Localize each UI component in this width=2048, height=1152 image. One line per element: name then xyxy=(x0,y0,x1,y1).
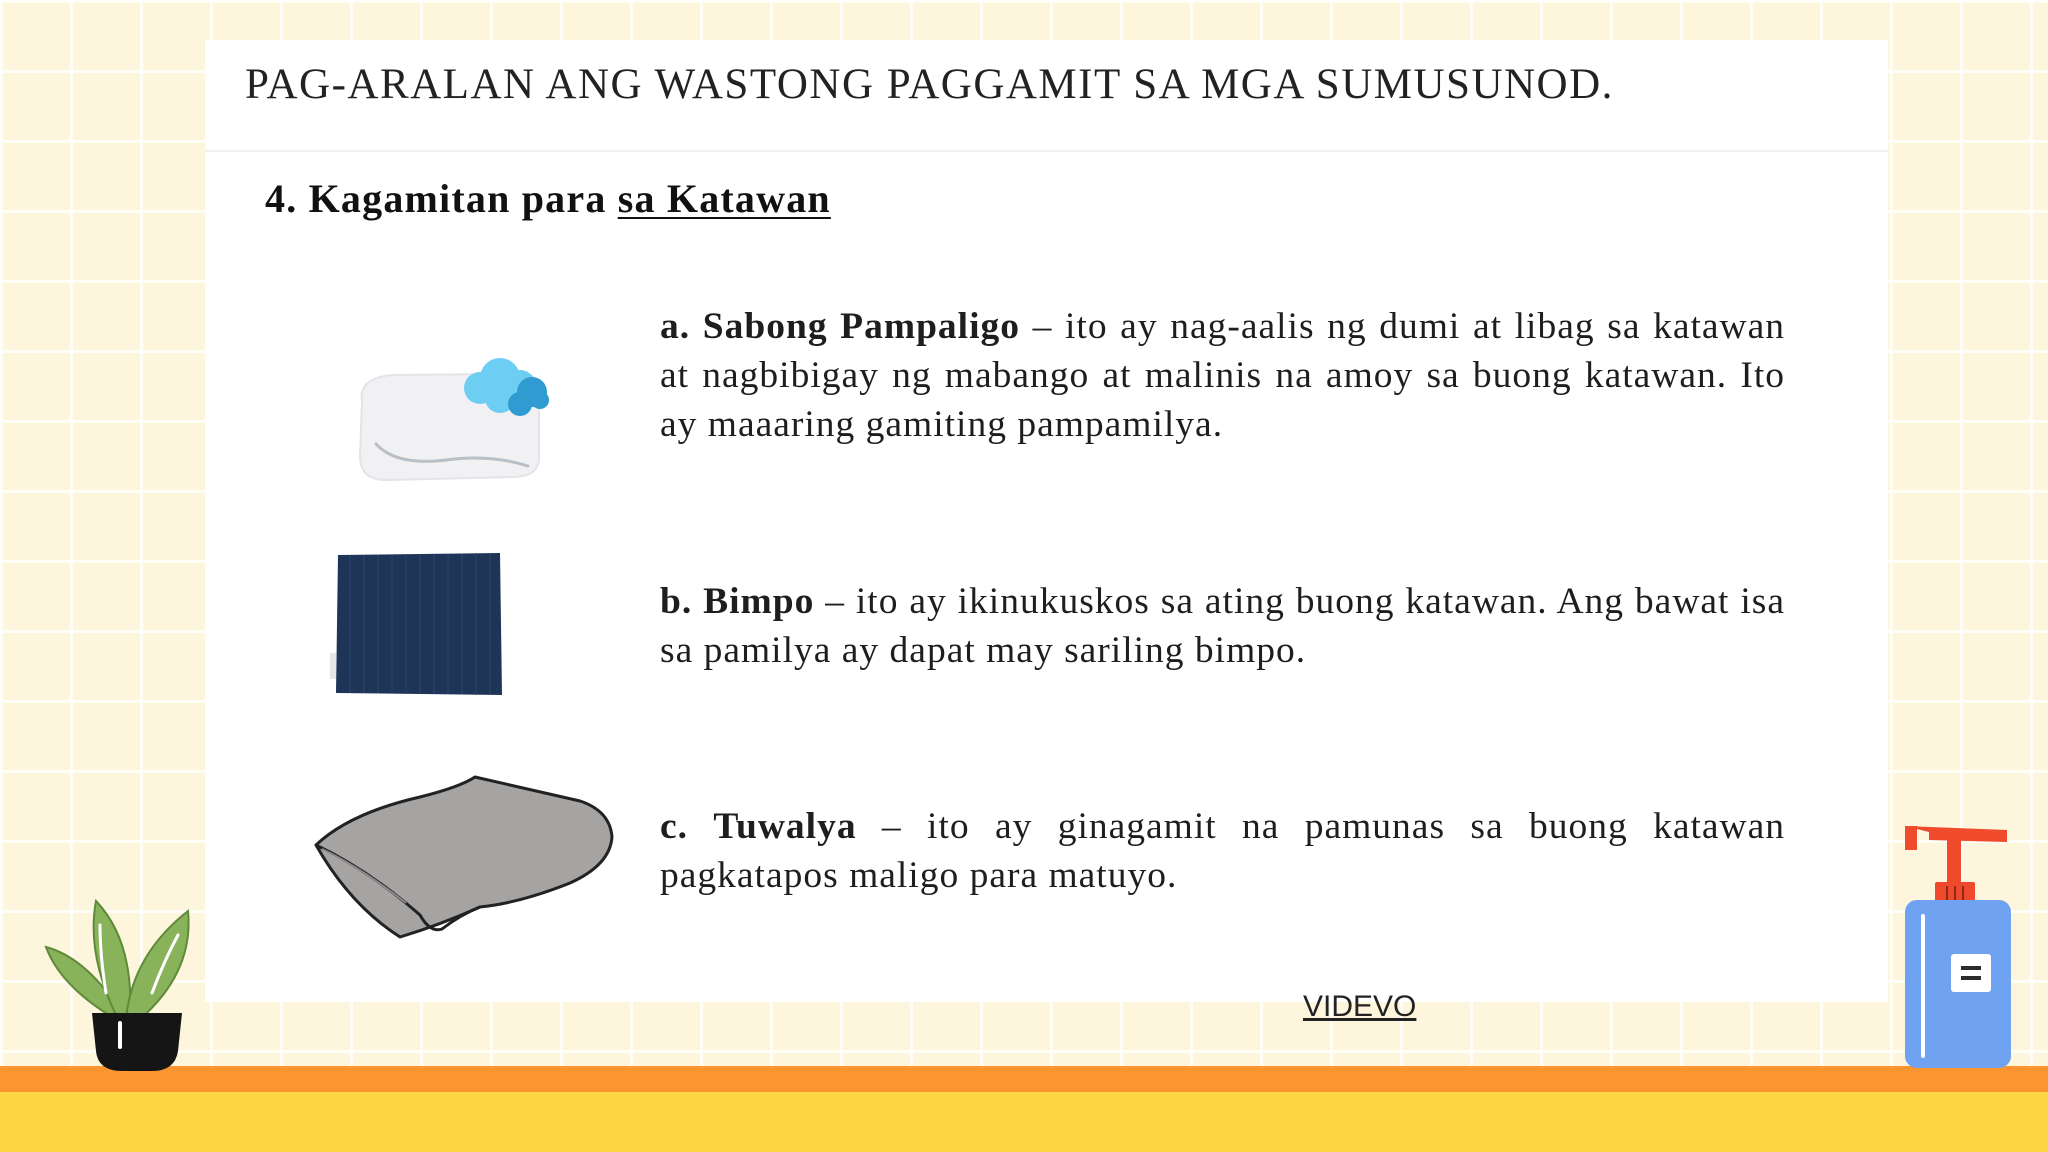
section-heading xyxy=(265,175,831,222)
item-soap-description xyxy=(660,302,1785,449)
soap-icon xyxy=(350,320,550,490)
slide-card xyxy=(205,40,1888,1002)
item-soap-letter: a. xyxy=(660,306,691,347)
item-towel-term: Tuwalya xyxy=(713,806,857,847)
item-soap-text: – ito ay nag-aalis ng dumi at libag sa katawan at nagbibigay ng mabango at malinis na amoy sa buong katawan. Ito ay maaaring gamiting pampamilya. xyxy=(660,306,1786,445)
item-towel-letter: c. xyxy=(660,806,689,847)
item-towel-description xyxy=(660,802,1785,900)
item-washcloth-term: Bimpo xyxy=(703,581,815,622)
item-washcloth-text: – ito ay ikinukuskos sa ating buong katawan. Ang bawat isa sa pamilya ay dapat may sariling bimpo. xyxy=(660,581,1785,671)
section-number: 4. xyxy=(265,176,298,221)
orange-strip xyxy=(0,1066,2048,1092)
towel-icon xyxy=(310,765,620,955)
section-heading-underlined: sa Katawan xyxy=(617,176,831,221)
slide-header xyxy=(205,40,1888,152)
item-washcloth-description xyxy=(660,577,1785,675)
video-link[interactable]: VIDEVO xyxy=(1303,990,1417,1023)
item-towel-text: – ito ay ginagamit na pamunas sa buong katawan pagkatapos maligo para matuyo. xyxy=(660,806,1786,896)
potted-plant-icon xyxy=(40,895,200,1075)
slide-title: PAG-ARALAN ANG WASTONG PAGGAMIT SA MGA SUMUSUNOD. xyxy=(245,61,1614,108)
soap-dispenser-icon xyxy=(1895,820,2025,1070)
item-soap-term: Sabong Pampaligo xyxy=(702,306,1021,347)
item-washcloth-letter: b. xyxy=(660,581,693,622)
yellow-floor xyxy=(0,1092,2048,1152)
washcloth-icon xyxy=(330,545,520,705)
section-heading-lead: Kagamitan para xyxy=(308,176,607,221)
